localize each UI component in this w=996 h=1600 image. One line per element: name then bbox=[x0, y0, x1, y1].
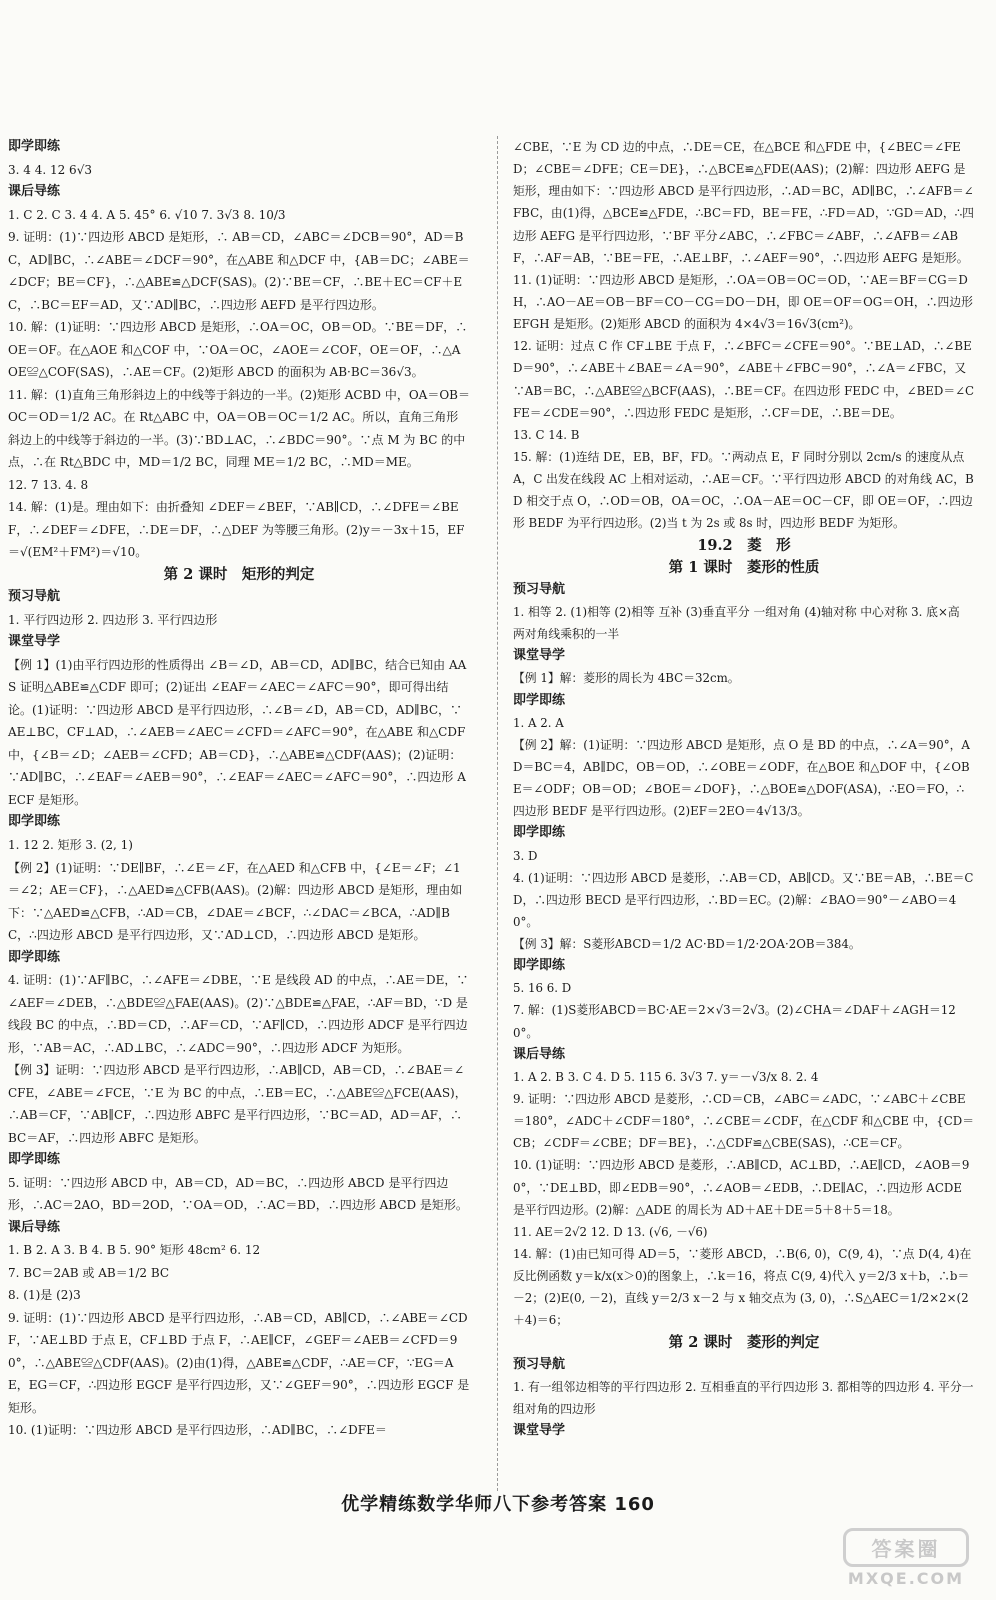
watermark-logo: 答案圈 bbox=[843, 1528, 969, 1567]
section-heading: 课后导练 bbox=[513, 1046, 566, 1062]
section-heading: 即学即练 bbox=[513, 958, 566, 974]
section-heading: 课后导练 bbox=[8, 1219, 61, 1235]
answer-line: 1. B 2. A 3. B 4. B 5. 90° 矩形 48cm² 6. 12 bbox=[8, 1243, 261, 1258]
answer-line: 1. 有一组邻边相等的平行四边形 2. 互相垂直的平行四边形 3. 都相等的四边形 4. 平分一组对角的四边形 bbox=[513, 1379, 974, 1417]
answer-line: 3. 4 4. 12 6√3 bbox=[8, 162, 92, 177]
watermark-text: MXQE.COM bbox=[847, 1569, 965, 1588]
answer-line: 7. 解：(1)S菱形ABCD＝BC·AE＝2×√3＝2√3。(2)∠CHA＝∠DAF＋∠AGH＝120°。 bbox=[513, 1003, 956, 1040]
answer-line: 9. 证明：∵四边形 ABCD 是菱形，∴CD＝CB，∠ABC＝∠ADC，∵∠ABC＋∠CBE＝180°，∠ADC＋∠CDF＝180°，∴∠CBE＝∠CDF，在△CDF 和△CBE 中，{CD＝CB；∠CDF＝∠CBE；DF＝BE}，∴△CDF≌△CBE(SAS)，∴CE＝CF。 bbox=[513, 1092, 974, 1151]
answer-line: 11. 解：(1)直角三角形斜边上的中线等于斜边的一半。(2)矩形 ACBD 中，OA＝OB＝OC＝OD＝1/2 AC。在 Rt△ABC 中，OA＝OB＝OC＝1/2 AC。所以，直角三角形斜边上的中线等于斜边的一半。(3)∵BD⊥AC，∴∠BDC＝90°。∵点 M 为 BC 的中点，∴在 Rt△BDC 中，MD＝1/2 BC，同理 ME＝1/2 BC，∴MD＝ME。 bbox=[8, 387, 470, 470]
answer-line: 8. (1)是 (2)3 bbox=[8, 1288, 81, 1303]
answer-line: 1. C 2. C 3. 4 4. A 5. 45° 6. √10 7. 3√3 8. 10/3 bbox=[8, 207, 286, 222]
lesson-title: 19.2 菱 形 bbox=[697, 536, 791, 554]
answer-line: 11. (1)证明：∵四边形 ABCD 是矩形，∴OA＝OB＝OC＝OD，∵AE＝BF＝CG＝DH，∴AO－AE＝OB－BF＝CO－CG＝DO－DH，即 OE＝OF＝OG＝OH，∴四边形 EFGH 是矩形。(2)矩形 ABCD 的面积为 4×4√3＝16√3(cm²)。 bbox=[513, 272, 973, 332]
answer-line: 10. (1)证明：∵四边形 ABCD 是菱形，∴AB∥CD，AC⊥BD，∴AE∥CD，∠AOB＝90°，∵DE⊥BD，即∠EDB＝90°，∴∠AOB＝∠EDB，∴DE∥AC，∴四边形 ACDE 是平行四边形。(2)解：△ADE 的周长为 AD＋AE＋DE＝5＋8＋5＝18。 bbox=[513, 1158, 970, 1217]
answer-line: 11. AE＝2√2 12. D 13. (√6, －√6) bbox=[513, 1224, 708, 1239]
section-heading: 预习导航 bbox=[513, 581, 566, 597]
answer-line: 【例 2】(1)证明：∵DE∥BF，∴∠E＝∠F，在△AED 和△CFB 中，{∠E＝∠F；∠1＝∠2；AE＝CF}，∴△AED≌△CFB(AAS)。(2)解：四边形 ABCD 是矩形，理由如下：∵△AED≌△CFB，∴AD＝CB，∠DAE＝∠BCF，∴∠DAC＝∠BCA，∴AD∥BC，∴四边形 ABCD 是平行四边形，又∵AD⊥CD，∴四边形 ABCD 是矩形。 bbox=[8, 860, 463, 943]
watermark bbox=[826, 1528, 986, 1588]
column-divider bbox=[497, 136, 498, 1491]
answer-line: 10. (1)证明：∵四边形 ABCD 是平行四边形，∴AD∥BC，∴∠DFE＝ bbox=[8, 1423, 387, 1438]
section-heading: 即学即练 bbox=[8, 1152, 61, 1168]
answer-line: 1. 相等 2. (1)相等 (2)相等 互补 (3)垂直平分 一组对角 (4)轴对称 中心对称 3. 底×高 两对角线乘积的一半 bbox=[513, 604, 960, 642]
answer-line: 9. 证明：(1)∵四边形 ABCD 是矩形，∴ AB＝CD，∠ABC＝∠DCB＝90°，AD＝BC，AD∥BC，∴∠ABE＝∠DCF＝90°，在△ABE 和△DCF 中，{AB＝DC；∠ABE＝∠DCF；BE＝CF}，∴△ABE≌△DCF(SAS)。(2)∵BE＝CF，∴BE＋EC＝CF＋EC，∴BC＝EF＝AD，又∵AD∥BC，∴四边形 AEFD 是平行四边形。 bbox=[8, 230, 470, 312]
lesson-title: 第 2 课时 菱形的判定 bbox=[668, 1333, 820, 1351]
answer-line: 12. 证明：过点 C 作 CF⊥BE 于点 F，∴∠BFC＝∠CFE＝90°。∵BE⊥AD，∴∠BED＝90°，∴∠ABE＋∠BAE＝∠A＝90°，∠ABE＋∠FBC＝90°，∴∠A＝∠FBC，又∵AB＝BC，∴△ABE≌△BCF(AAS)，∴BE＝CF。在四边形 FEDC 中，∠BED＝∠CFE＝∠CDE＝90°，∴四边形 FEDC 是矩形，∴CF＝DE，∴BE＝DE。 bbox=[513, 339, 975, 420]
answer-line: 7. BC＝2AB 或 AB＝1/2 BC bbox=[8, 1265, 170, 1280]
answer-line: 9. 证明：(1)∵四边形 ABCD 是平行四边形，∴AB＝CD，AB∥CD，∴∠ABE＝∠CDF，∵AE⊥BD 于点 E，CF⊥BD 于点 F，∴AE∥CF，∠GEF＝∠AEB＝∠CFD＝90°，∴△ABE≌△CDF(AAS)。(2)由(1)得，△ABE≌△CDF，∴AE＝CF，∵EG＝AE，EG＝CF，∴四边形 EGCF 是平行四边形，又∵∠GEF＝90°，∴四边形 EGCF 是矩形。 bbox=[8, 1310, 470, 1415]
answer-line: 12. 7 13. 4. 8 bbox=[8, 477, 89, 492]
section-heading: 课堂导学 bbox=[513, 1423, 566, 1439]
answer-line: 4. (1)证明：∵四边形 ABCD 是菱形，∴AB＝CD，AB∥CD。又∵BE＝AB，∴BE＝CD，∴四边形 BECD 是平行四边形，∴BD＝EC。(2)解：∠BAO＝90°－∠ABO＝40°。 bbox=[513, 870, 974, 929]
section-heading: 即学即练 bbox=[513, 692, 566, 708]
section-heading: 即学即练 bbox=[8, 949, 61, 965]
left-column bbox=[8, 136, 470, 1442]
section-heading: 即学即练 bbox=[513, 825, 566, 841]
section-heading: 即学即练 bbox=[8, 139, 61, 154]
lesson-title: 第 1 课时 菱形的性质 bbox=[668, 558, 820, 576]
section-heading: 预习导航 bbox=[8, 589, 61, 605]
section-heading: 课堂导学 bbox=[8, 634, 61, 650]
section-heading: 课后导练 bbox=[8, 184, 61, 200]
answer-line: 3. D bbox=[513, 848, 538, 863]
answer-line: 【例 3】证明：∵四边形 ABCD 是平行四边形，∴AB∥CD，AB＝CD，∴∠BAE＝∠CFE，∠ABE＝∠FCE，∵E 为 BC 的中点，∴EB＝EC，∴△ABE≌△FCE(AAS)，∴AB＝CF，∵AB∥CF，∴四边形 ABFC 是平行四边形，∵BC＝AD，AD＝AF，∴BC＝AF，∴四边形 ABFC 是矩形。 bbox=[8, 1063, 467, 1145]
answer-line: 1. 12 2. 矩形 3. (2, 1) bbox=[8, 837, 133, 852]
answer-line: 1. A 2. A bbox=[513, 715, 564, 730]
right-column bbox=[513, 136, 975, 1442]
page-footer: 优学精练数学华师八下参考答案 160 bbox=[341, 1494, 655, 1515]
answer-line: 【例 1】解：菱形的周长为 4BC＝32cm。 bbox=[513, 671, 740, 686]
answer-line: 5. 16 6. D bbox=[513, 981, 572, 996]
answer-line: 1. 平行四边形 2. 四边形 3. 平行四边形 bbox=[8, 612, 218, 627]
answer-line: 13. C 14. B bbox=[513, 427, 580, 442]
answer-line: 15. 解：(1)连结 DE，EB，BF，FD。∵两动点 E，F 同时分别以 2cm/s 的速度从点 A，C 出发在线段 AC 上相对运动，∴AE＝CF。∵平行四边形 ABCD 的对角线 AC，BD 相交于点 O，∴OD＝OB，OA＝OC，∴OA－AE＝OC－CF，即 OE＝OF，∴四边形 BEDF 为平行四边形。(2)当 t 为 2s 或 8s 时，四边形 BEDF 为矩形。 bbox=[513, 449, 974, 531]
answer-line: ∠CBE，∵E 为 CD 边的中点，∴DE＝CE，在△BCE 和△FDE 中，{∠BEC＝∠FED；∠CBE＝∠DFE；CE＝DE}，∴△BCE≌△FDE(AAS)；(2)解：四边形 AEFG 是矩形，理由如下：∵四边形 ABCD 是平行四边形，∴AD＝BC，AD∥BC，∴∠AFB＝∠FBC，由(1)得，△BCE≌△FDE，∴BC＝FD，BE＝FE，∴FD＝AD，∵GD＝AD，∴四边形 AEFG 是平行四边形，∵BF 平分∠ABC，∴∠FBC＝∠ABF，∴∠AFB＝∠ABF，∴AF＝AB，∵BE＝FE，∴AE⊥BF，∴∠AEF＝90°，∴四边形 AEFG 是矩形。 bbox=[513, 140, 974, 265]
answer-line: 4. 证明：(1)∵AF∥BC，∴∠AFE＝∠DBE，∵E 是线段 AD 的中点，∴AE＝DE，∵∠AEF＝∠DEB，∴△BDE≌△FAE(AAS)。(2)∵△BDE≌△FAE，∴AF＝BD，∵D 是线段 BC 的中点，∴BD＝CD，∴AF＝CD，∵AF∥CD，∴四边形 ADCF 是平行四边形，∵AB＝AC，∴AD⊥BC，∴∠ADC＝90°，∴四边形 ADCF 为矩形。 bbox=[8, 973, 469, 1055]
section-heading: 即学即练 bbox=[8, 814, 61, 830]
answer-line: 【例 1】(1)由平行四边形的性质得出 ∠B＝∠D，AB＝CD，AD∥BC，结合已知由 AAS 证明△ABE≌△CDF 即可；(2)证出 ∠EAF＝∠AEC＝∠AFC＝90°，即可得出结论。(1)证明：∵四边形 ABCD 是平行四边形，∴∠B＝∠D，AB＝CD，AD∥BC，∵AE⊥BC，CF⊥AD，∴∠AEB＝∠AEC＝∠CFD＝∠AFC＝90°，在△ABE 和△CDF 中，{∠B＝∠D；∠AEB＝∠CFD；AB＝CD}，∴△ABE≌△CDF(AAS)；(2)证明：∵AD∥BC，∴∠EAF＝∠AEB＝90°，∴∠EAF＝∠AEC＝∠AFC＝90°，∴四边形 AECF 是矩形。 bbox=[8, 657, 467, 807]
lesson-title: 第 2 课时 矩形的判定 bbox=[163, 565, 315, 583]
answer-line: 【例 3】解：S菱形ABCD＝1/2 AC·BD＝1/2·2OA·2OB＝384。 bbox=[513, 937, 861, 952]
answer-line: 10. 解：(1)证明：∵四边形 ABCD 是矩形，∴OA＝OC，OB＝OD。∵BE＝DF，∴OE＝OF。在△AOE 和△COF 中，∵OA＝OC，∠AOE＝∠COF，OE＝OF，∴△AOE≌△COF(SAS)，∴AE＝CF。(2)矩形 ABCD 的面积为 AB·BC＝36√3。 bbox=[8, 320, 468, 380]
answer-line: 1. A 2. B 3. C 4. D 5. 115 6. 3√3 7. y＝－√3/x 8. 2. 4 bbox=[513, 1069, 819, 1084]
answer-line: 【例 2】解：(1)证明：∵四边形 ABCD 是矩形，点 O 是 BD 的中点，∴∠A＝90°，AD＝BC＝4，AB∥DC，OB＝OD，∴∠OBE＝∠ODF，在△BOE 和△DOF 中，{∠OBE＝∠ODF；OB＝OD；∠BOE＝∠DOF}，∴△BOE≌△DOF(ASA)，∴EO＝FO，∴四边形 BEDF 是平行四边形。(2)EF＝2EO＝4√13/3。 bbox=[513, 737, 970, 819]
answer-line: 5. 证明：∵四边形 ABCD 中，AB＝CD，AD＝BC，∴四边形 ABCD 是平行四边形，∴AC＝2AO，BD＝2OD，∵OA＝OD，∴AC＝BD，∴四边形 ABCD 是矩形。 bbox=[8, 1175, 468, 1213]
answer-line: 14. 解：(1)由已知可得 AD＝5，∵菱形 ABCD，∴B(6, 0)，C(9, 4)，∵点 D(4, 4)在反比例函数 y＝k/x(x＞0)的图象上，∴k＝16，将点 C(9, 4)代入 y＝2/3 x＋b，∴b＝－2；(2)E(0, －2)，直线 y＝2/3 x－2 与 x 轴交点为 (3, 0)，∴S△AEC＝1/2×2×(2＋4)＝6； bbox=[513, 1247, 972, 1328]
section-heading: 课堂导学 bbox=[513, 648, 566, 664]
answer-line: 14. 解：(1)是。理由如下：由折叠知 ∠DEF＝∠BEF，∵AB∥CD，∴∠DFE＝∠BEF，∴∠DEF＝∠DFE，∴DE＝DF，∴△DEF 为等腰三角形。(2)y＝－3x＋15，EF＝√(EM²＋FM²)＝√10。 bbox=[8, 500, 465, 560]
section-heading: 预习导航 bbox=[513, 1356, 566, 1372]
